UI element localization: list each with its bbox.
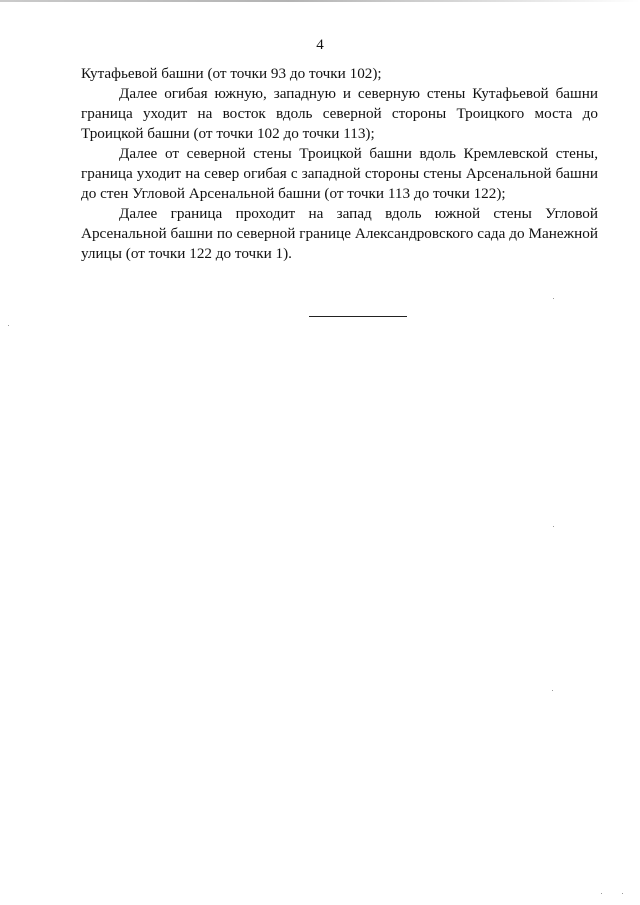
scan-speck: [622, 893, 623, 894]
scan-speck: [552, 690, 553, 691]
document-body: [81, 64, 598, 264]
scan-speck: [553, 298, 554, 299]
paragraph: Далее огибая южную, западную и северную стены Кутафьевой башни граница уходит на восток вдоль северной стороны Троицкого моста до Троицкой башни (от точки 102 до точки 113);: [81, 85, 598, 142]
paragraph: Далее от северной стены Троицкой башни вдоль Кремлевской стены, граница уходит на север огибая с западной стороны стены Арсенальной башни до стен Угловой Арсенальной башни (от точки 113 до точки 122);: [81, 145, 598, 202]
page-number: 4: [316, 37, 324, 53]
scan-speck: [8, 325, 9, 326]
paragraph: Далее граница проходит на запад вдоль южной стены Угловой Арсенальной башни по северной границе Александровского сада до Манежной улицы (от точки 122 до точки 1).: [81, 205, 598, 262]
paragraph-continuation: Кутафьевой башни (от точки 93 до точки 102);: [81, 65, 382, 82]
scan-edge: [0, 0, 640, 2]
end-of-text-divider: [309, 316, 407, 317]
scan-speck: [553, 526, 554, 527]
scan-speck: [601, 893, 602, 894]
